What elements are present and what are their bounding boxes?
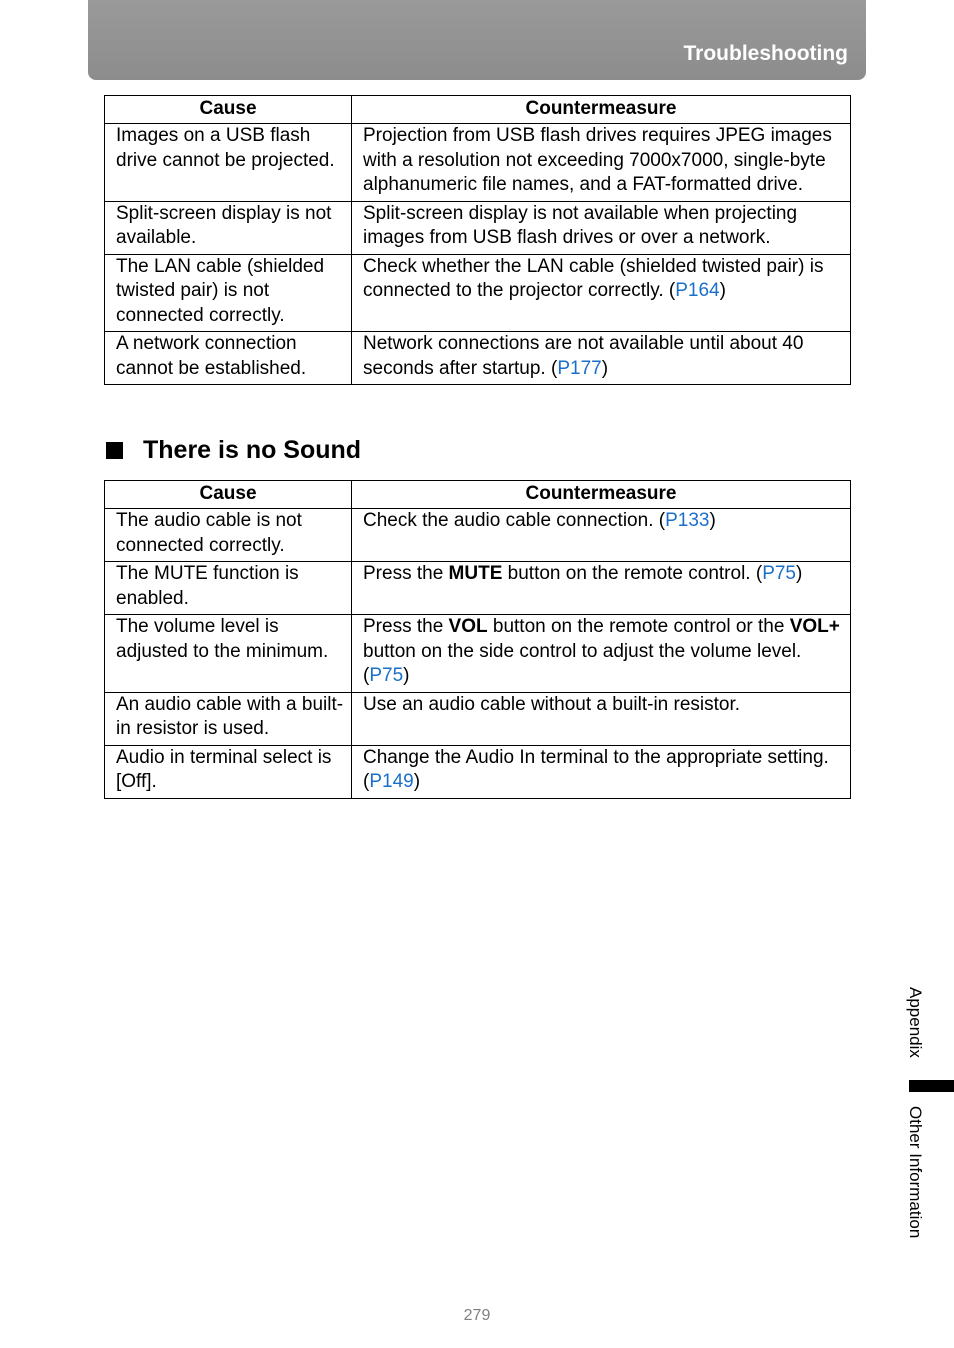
mute-button-name: MUTE [448, 563, 503, 584]
troubleshooting-table-1 [104, 95, 851, 385]
page-link-p177[interactable]: P177 [557, 357, 602, 379]
countermeasure-cell [352, 615, 851, 693]
table-row [105, 201, 851, 254]
table-row [105, 615, 851, 693]
countermeasure-text-end: ) [403, 665, 410, 686]
vol-button-name: VOL [448, 616, 488, 637]
cause-cell: The MUTE function is enabled. [105, 562, 352, 615]
side-tab-marker [909, 1080, 954, 1092]
countermeasure-text: Check the audio cable connection. ( [363, 510, 666, 531]
countermeasure-text-end: ) [413, 771, 421, 792]
countermeasure-cell [352, 254, 851, 332]
table-row [105, 124, 851, 202]
cause-cell: The LAN cable (shielded twisted pair) is not connected correctly. [105, 254, 352, 332]
countermeasure-text: Check whether the LAN cable (shielded twisted pair) is connected to the projector correctly. ( [363, 255, 824, 301]
countermeasure-cell [352, 509, 851, 562]
page-number: 279 [463, 1307, 491, 1324]
countermeasure-cell: Use an audio cable without a built-in resistor. [352, 692, 851, 745]
cause-header: Cause [105, 481, 352, 509]
header-title: Troubleshooting [683, 42, 848, 65]
cause-cell: Audio in terminal select is [Off]. [105, 745, 352, 798]
table-row [105, 332, 851, 385]
page-link-p75[interactable]: P75 [762, 563, 796, 584]
countermeasure-text-end: ) [719, 280, 726, 301]
countermeasure-header: Countermeasure [352, 96, 851, 124]
cause-cell: Images on a USB flash drive cannot be projected. [105, 124, 352, 202]
countermeasure-cell [352, 562, 851, 615]
section-title: There is no Sound [143, 436, 362, 464]
square-bullet-icon [106, 442, 123, 459]
troubleshooting-table-2 [104, 480, 851, 799]
table-header-row [105, 96, 851, 124]
cause-cell: The audio cable is not connected correctly. [105, 509, 352, 562]
countermeasure-text: button on the remote control. ( [502, 563, 763, 584]
cause-cell: An audio cable with a built-in resistor is used. [105, 692, 352, 745]
page-link-p149[interactable]: P149 [369, 771, 414, 792]
page-link-p133[interactable]: P133 [665, 510, 710, 531]
section-heading [106, 436, 361, 465]
countermeasure-text: button on the side control to adjust the volume level. ( [363, 640, 802, 686]
table-row [105, 562, 851, 615]
vol-plus-button-name: VOL+ [789, 616, 840, 637]
page-link-p75[interactable]: P75 [369, 665, 404, 686]
countermeasure-cell [352, 745, 851, 798]
table-row [105, 509, 851, 562]
cause-cell: A network connection cannot be established. [105, 332, 352, 385]
countermeasure-text-end: ) [601, 357, 609, 379]
countermeasure-text-end: ) [796, 563, 803, 584]
side-tab-appendix[interactable]: Appendix [906, 987, 925, 1058]
page-link-p164[interactable]: P164 [675, 280, 720, 301]
cause-header: Cause [105, 96, 352, 124]
table-row [105, 745, 851, 798]
table-row [105, 692, 851, 745]
page-header [88, 0, 866, 80]
countermeasure-text-end: ) [709, 510, 716, 531]
countermeasure-cell: Projection from USB flash drives requires JPEG images with a resolution not exceeding 7000x7000, single-byte alphanumeric file names, and a FAT-formatted drive. [352, 124, 851, 202]
countermeasure-text: Network connections are not available until about 40 seconds after startup. ( [363, 333, 804, 379]
table-header-row [105, 481, 851, 509]
side-tab-other-information[interactable]: Other Information [906, 1106, 925, 1239]
countermeasure-header: Countermeasure [352, 481, 851, 509]
countermeasure-cell: Split-screen display is not available when projecting images from USB flash drives or over a network. [352, 201, 851, 254]
table-row [105, 254, 851, 332]
cause-cell: The volume level is adjusted to the minimum. [105, 615, 352, 693]
countermeasure-cell [352, 332, 851, 385]
countermeasure-text: Press the [363, 616, 449, 637]
countermeasure-text: button on the remote control or the [487, 616, 790, 637]
cause-cell: Split-screen display is not available. [105, 201, 352, 254]
countermeasure-text: Press the [363, 563, 449, 584]
countermeasure-text: Change the Audio In terminal to the appropriate setting. ( [363, 746, 829, 792]
